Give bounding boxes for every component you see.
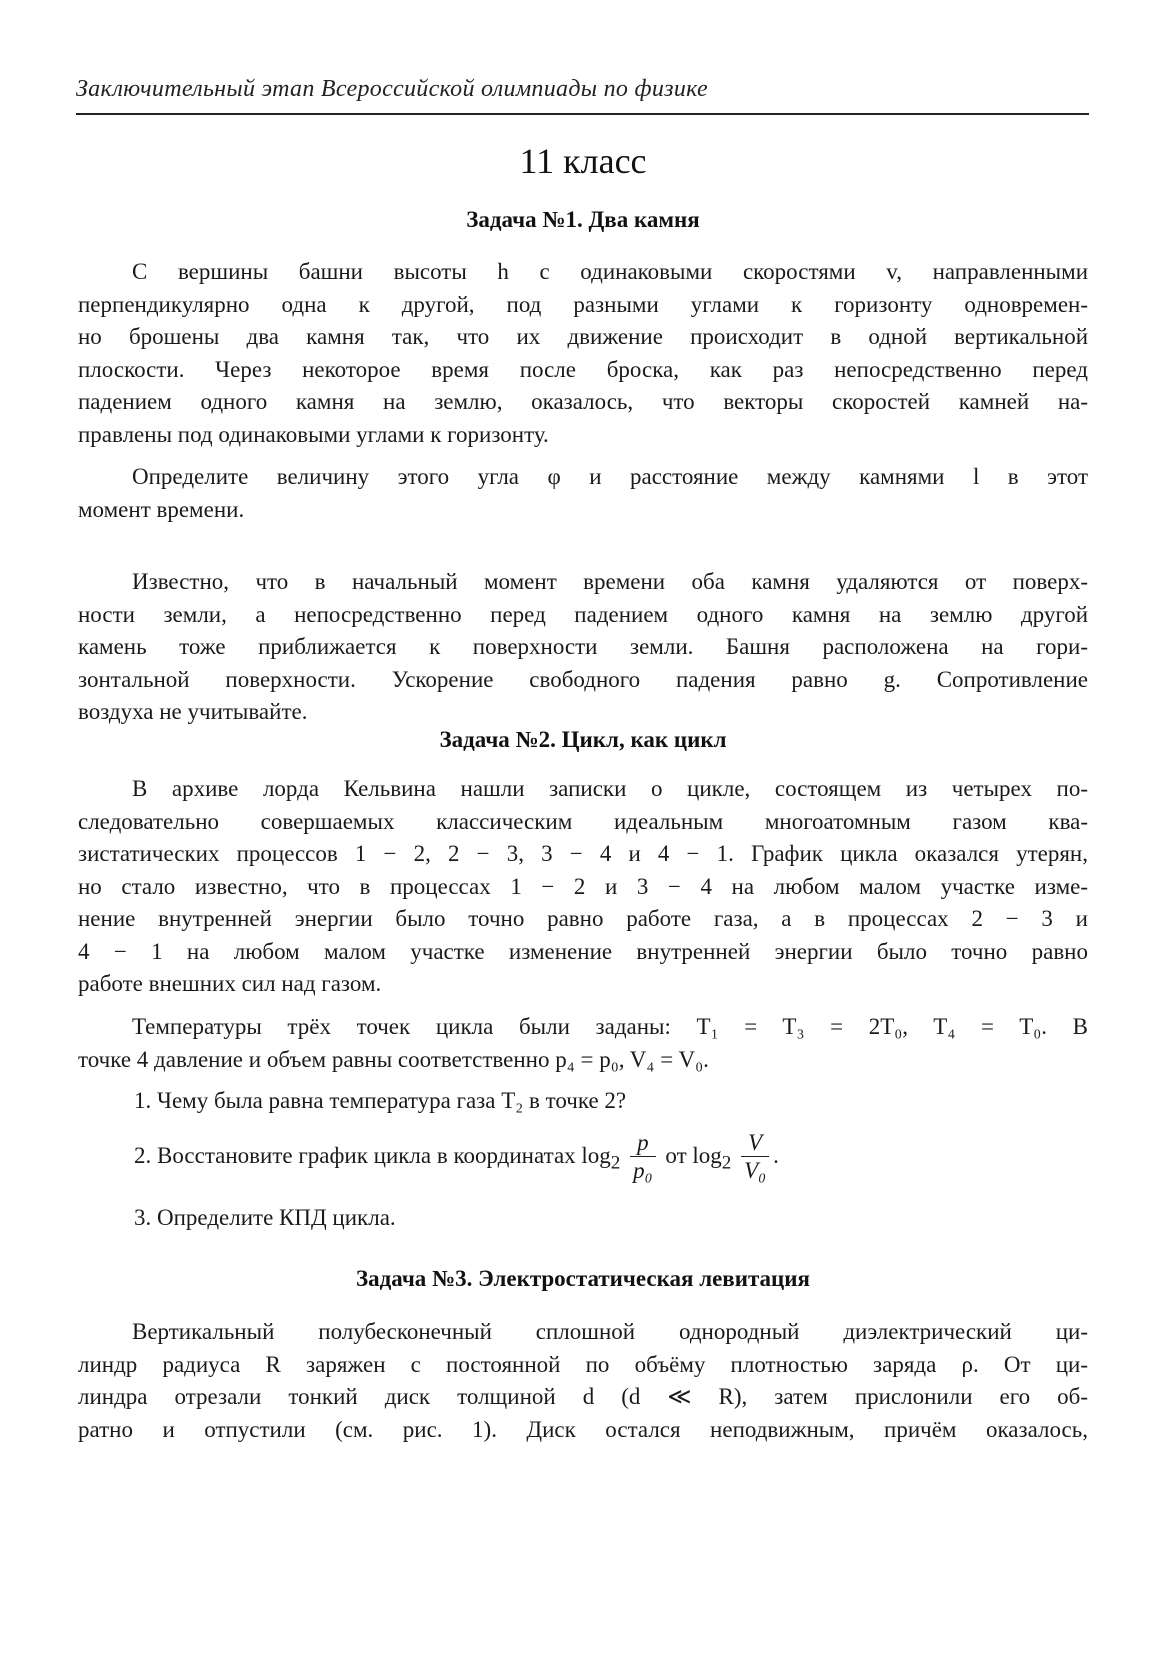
text-line: перпендикулярно одна к другой, под разными углами к горизонту одновремен- <box>78 291 1088 317</box>
text-line: 4 − 1 на любом малом участке изменение внутренней энергии было точно равно <box>78 938 1088 964</box>
fraction-denominator: V₀ <box>744 1158 767 1183</box>
text-line: зистатических процессов 1 − 2, 2 − 3, 3 − 4 и 4 − 1. График цикла оказался утерян, <box>78 841 1088 866</box>
problem-2-title: Задача №2. Цикл, как цикл <box>439 727 727 752</box>
text-line: но стало известно, что в процессах 1 − 2 и 3 − 4 на любом малом участке изме- <box>78 873 1088 899</box>
text-line: ности земли, а непосредственно перед падением одного камня на землю другой <box>78 601 1088 627</box>
text-line: ратно и отпустили (см. рис. 1). Диск остался неподвижным, причём оказалось, <box>78 1416 1088 1442</box>
page-title: 11 класс <box>519 141 647 181</box>
text-line: Температуры трёх точек цикла были заданы: T₁ = T₃ = 2T₀, T₄ = T₀. В <box>132 1014 1088 1039</box>
header-rule <box>76 113 1089 115</box>
running-header: Заключительный этап Всероссийской олимпиады по физике <box>76 76 709 102</box>
text-line: В архиве лорда Кельвина нашли записки о цикле, состоящем из четырех по- <box>132 776 1088 801</box>
text-line: следовательно совершаемых классическим идеальным многоатомным газом ква- <box>78 808 1088 834</box>
problem-3-paragraph-1 <box>78 1316 1088 1446</box>
text-line: воздуха не учитывайте. <box>78 699 308 724</box>
fraction-numerator: V <box>741 1130 769 1157</box>
problem-1-title: Задача №1. Два камня <box>466 207 700 232</box>
text-line: Известно, что в начальный момент времени оба камня удаляются от поверх- <box>132 569 1088 594</box>
question-2 <box>134 1130 779 1185</box>
text-line: точке 4 давление и объем равны соответственно p₄ = p₀, V₄ = V₀. <box>78 1046 709 1072</box>
problem-3-title: Задача №3. Электростатическая левитация <box>355 1266 811 1291</box>
problem-1-paragraph-1 <box>78 256 1088 451</box>
question-2-middle: от log <box>665 1142 722 1168</box>
text-line: линдр радиуса R заряжен с постоянной по объёму плотностью заряда ρ. От ци- <box>78 1351 1088 1377</box>
log-base: 2 <box>721 1152 732 1174</box>
text-line: падением одного камня на землю, оказалось, что векторы скоростей камней на- <box>78 389 1088 414</box>
question-1: 1. Чему была равна температура газа T₂ в точке 2? <box>134 1088 627 1113</box>
text-line: камень тоже приближается к поверхности земли. Башня расположена на гори- <box>78 634 1088 659</box>
question-2-suffix: . <box>773 1142 779 1168</box>
text-line: линдра отрезали тонкий диск толщиной d (d ≪ R), затем прислонили его об- <box>78 1384 1088 1409</box>
text-line: нение внутренней энергии было точно равно работе газа, а в процессах 2 − 3 и <box>78 906 1088 931</box>
problem-2-paragraph-2 <box>78 1011 1088 1076</box>
problem-1-paragraph-3 <box>78 566 1088 729</box>
fraction-v-over-v0 <box>741 1130 769 1185</box>
text-line: Определите величину этого угла φ и расстояние между камнями l в этот <box>132 464 1088 489</box>
text-line: зонтальной поверхности. Ускорение свободного падения равно g. Сопротивление <box>78 666 1088 692</box>
fraction-numerator: p <box>630 1130 656 1157</box>
fraction-denominator: p₀ <box>633 1158 653 1183</box>
question-3: 3. Определите КПД цикла. <box>134 1205 396 1230</box>
text-line: С вершины башни высоты h с одинаковыми скоростями v, направленными <box>132 259 1088 284</box>
text-line: работе внешних сил над газом. <box>78 971 382 996</box>
fraction-p-over-p0 <box>630 1130 656 1185</box>
log-base: 2 <box>610 1152 621 1174</box>
text-line: правлены под одинаковыми углами к горизонту. <box>78 421 549 447</box>
problem-1-paragraph-2 <box>78 461 1088 526</box>
text-line: но брошены два камня так, что их движение происходит в одной вертикальной <box>78 324 1088 349</box>
text-line: плоскости. Через некоторое время после броска, как раз непосредственно перед <box>78 356 1088 382</box>
text-line: момент времени. <box>78 496 245 522</box>
text-line: Вертикальный полубесконечный сплошной однородный диэлектрический ци- <box>132 1319 1088 1344</box>
question-2-prefix: 2. Восстановите график цикла в координатах log <box>134 1142 611 1168</box>
problem-2-paragraph-1 <box>78 773 1088 1001</box>
